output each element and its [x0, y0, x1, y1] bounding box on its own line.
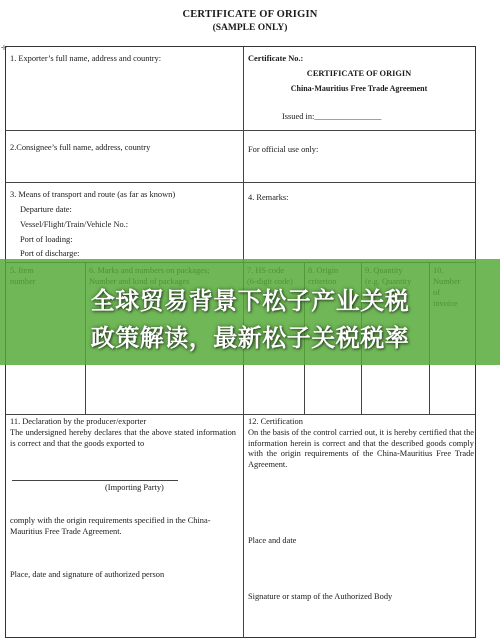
signature-label: Signature or stamp of the Authorized Body [248, 592, 393, 601]
document-subtitle: (SAMPLE ONLY) [212, 23, 288, 33]
divider [6, 414, 475, 415]
headline-line-2: 政策解读，最新松子关税税率 [90, 324, 410, 352]
divider [6, 130, 475, 131]
divider [6, 182, 475, 183]
remarks-label: 4. Remarks: [248, 193, 289, 202]
loading-port-label: Port of loading: [20, 235, 73, 244]
issued-in-label: Issued in:________________ [282, 112, 382, 121]
comply-text: comply with the origin requirements specified in the China-Mauritius Free Trade Agreement. [10, 516, 211, 536]
certification-title: 12. Certification [248, 417, 303, 426]
headline-banner [0, 259, 500, 365]
table-anchor-icon: ✛ [1, 44, 7, 52]
importing-party-line [12, 480, 178, 481]
agreement-heading: China-Mauritius Free Trade Agreement [290, 84, 428, 93]
declaration-text: The undersigned hereby declares that the above stated information is correct and that the goods exported to [10, 428, 236, 448]
declaration-title: 11. Declaration by the producer/exporter [10, 417, 147, 426]
official-use-label: For official use only: [248, 145, 319, 154]
vessel-label: Vessel/Flight/Train/Vehicle No.: [20, 220, 129, 229]
declaration-place-date-label: Place, date and signature of authorized person [10, 570, 165, 579]
transport-label: 3. Means of transport and route (as far as known) [10, 190, 176, 199]
departure-date-label: Departure date: [20, 205, 72, 214]
certification-text: On the basis of the control carried out, it is hereby certified that the information herein is correct and that the described goods comply with the origin requirements of the China-Mauritius Free Trade Agreement. [248, 428, 474, 469]
certificate-heading: CERTIFICATE OF ORIGIN [306, 69, 412, 78]
importing-party-label: (Importing Party) [105, 483, 164, 492]
certification-place-date-label: Place and date [248, 536, 297, 545]
headline-line-1: 全球贸易背景下松子产业关税 [90, 287, 410, 315]
discharge-port-label: Port of discharge: [20, 249, 80, 258]
document-title: CERTIFICATE OF ORIGIN [182, 9, 318, 20]
consignee-label: 2.Consignee’s full name, address, country [10, 143, 151, 152]
certificate-no-label: Certificate No.: [248, 54, 304, 63]
exporter-label: 1. Exporter’s full name, address and country: [10, 54, 162, 63]
